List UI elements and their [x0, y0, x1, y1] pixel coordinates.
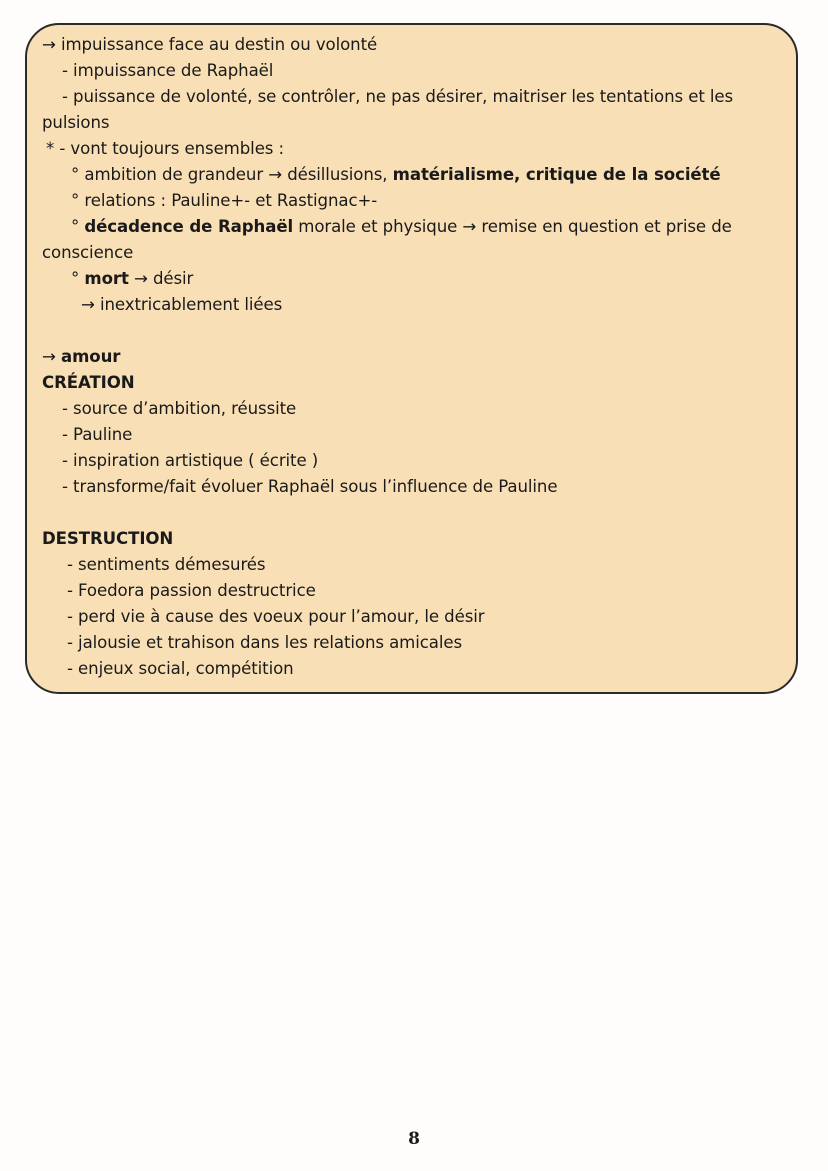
- line-puissance-volonte: - puissance de volonté, se contrôler, ne pas désirer, maitriser les tentations et les: [62, 87, 734, 106]
- decadence-rest: morale et physique → remise en question et prise de: [293, 217, 732, 236]
- line-vont-toujours: * - vont toujours ensembles :: [46, 139, 285, 158]
- decadence-bold: décadence de Raphaël: [84, 217, 294, 236]
- mort-bullet: °: [71, 269, 85, 288]
- destruction-item: - enjeux social, compétition: [67, 659, 294, 678]
- page-number: 8: [408, 1129, 420, 1149]
- line-conscience: conscience: [42, 243, 134, 262]
- line-relations: ° relations : Pauline+- et Rastignac+-: [71, 191, 378, 210]
- amour-bold: amour: [60, 347, 121, 366]
- line-inextricablement: → inextricablement liées: [81, 295, 283, 314]
- materialisme-text: matérialisme, critique de la société: [392, 165, 721, 184]
- line-decadence: [71, 214, 768, 240]
- destruction-item: - jalousie et trahison dans les relations amicales: [67, 633, 462, 652]
- ambition-text: ° ambition de grandeur → désillusions,: [71, 165, 393, 184]
- line-impuissance-destin: → impuissance face au destin ou volonté: [42, 35, 378, 54]
- mort-bold: mort: [84, 269, 129, 288]
- line-mort: [71, 266, 768, 292]
- line-amour: [42, 344, 768, 370]
- amour-arrow: →: [42, 347, 61, 366]
- destruction-item: - Foedora passion destructrice: [67, 581, 316, 600]
- destruction-item: - perd vie à cause des voeux pour l’amour, le désir: [67, 607, 485, 626]
- line-impuissance-raphael: - impuissance de Raphaël: [62, 61, 274, 80]
- heading-creation: CRÉATION: [42, 373, 135, 392]
- creation-item: - inspiration artistique ( écrite ): [62, 451, 319, 470]
- creation-item: - Pauline: [62, 425, 133, 444]
- decadence-bullet: °: [71, 217, 85, 236]
- creation-item: - transforme/fait évoluer Raphaël sous l’influence de Pauline: [62, 477, 558, 496]
- creation-item: - source d’ambition, réussite: [62, 399, 297, 418]
- line-pulsions: pulsions: [42, 113, 110, 132]
- destruction-item: - sentiments démesurés: [67, 555, 266, 574]
- heading-destruction: DESTRUCTION: [42, 529, 174, 548]
- mort-rest: → désir: [128, 269, 194, 288]
- line-ambition-grandeur: [71, 162, 768, 188]
